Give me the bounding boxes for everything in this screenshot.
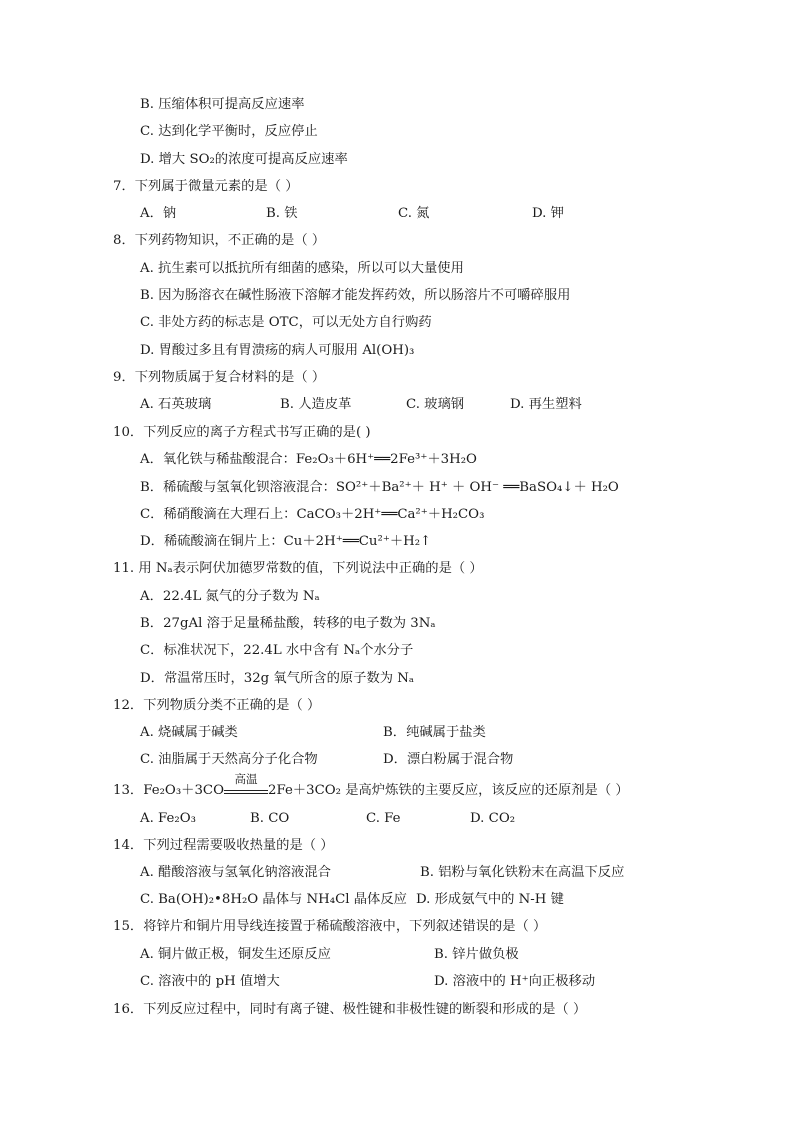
q15-option-a: A. 铜片做正极，铜发生还原反应 [140,947,331,962]
q13-stem-right: 2Fe＋3CO₂ 是高炉炼铁的主要反应，该反应的还原剂是（ ） [267,783,629,798]
q7-options [140,205,794,223]
q10-option-d: D．稀硫酸滴在铜片上：Cu＋2H⁺══Cu²⁺＋H₂↑ [140,534,432,549]
q7-option-a: A．钠 [140,206,177,221]
q10-option-c: C．稀硝酸滴在大理石上：CaCO₃＋2H⁺══Ca²⁺＋H₂CO₃ [140,507,485,522]
q12-option-a: A. 烧碱属于碱类 [140,725,238,740]
q13-option-b: B. CO [250,811,290,826]
q12-option-c: C. 油脂属于天然高分子化合物 [140,752,318,767]
q10-option-b: B．稀硫酸与氢氧化钡溶液混合：SO²⁺＋Ba²⁺＋ H⁺ ＋ OH⁻ ══BaSO₄↓＋ H₂O [140,480,619,495]
q7-stem: 7．下列属于微量元素的是（ ） [113,179,299,194]
q6-option-c: C. 达到化学平衡时，反应停止 [140,124,318,139]
q14-options-row2 [140,891,794,909]
q15-stem: 15．将锌片和铜片用导线连接置于稀硫酸溶液中，下列叙述错误的是（ ） [113,919,547,934]
q7-option-b: B. 铁 [266,206,298,221]
q15-options-row2 [140,973,794,991]
q8-option-d: D. 胃酸过多且有胃溃疡的病人可服用 Al(OH)₃ [140,343,415,358]
q6-option-b: B. 压缩体积可提高反应速率 [140,97,305,112]
q13-option-c: C. Fe [366,811,401,826]
q14-stem: 14．下列过程需要吸收热量的是（ ） [113,838,334,853]
q13-stem-left: 13．Fe₂O₃＋3CO [113,783,224,798]
q12-option-d: D．漂白粉属于混合物 [383,752,514,767]
q14-option-a: A. 醋酸溶液与氢氧化钠溶液混合 [140,865,331,880]
q11-option-a: A．22.4L 氮气的分子数为 Nₐ [140,589,320,604]
reaction-condition: 高温 [234,772,258,786]
q9-option-c: C. 玻璃钢 [406,397,465,412]
q14-option-c: C. Ba(OH)₂•8H₂O 晶体与 NH₄Cl 晶体反应 [140,892,407,907]
q15-option-d: D. 溶液中的 H⁺向正极移动 [434,974,596,989]
q13-option-d: D. CO₂ [470,811,516,826]
q12-options-row1 [140,724,794,742]
q7-option-c: C. 氮 [398,206,430,221]
q11-option-b: B．27gAl 溶于足量稀盐酸，转移的电子数为 3Nₐ [140,616,436,631]
q8-option-c: C. 非处方药的标志是 OTC，可以无处方自行购药 [140,315,432,330]
q9-options [140,396,794,414]
q9-stem: 9．下列物质属于复合材料的是（ ） [113,370,326,385]
q13-options [140,810,794,828]
q15-options-row1 [140,946,794,964]
q13-option-a: A. Fe₂O₃ [140,811,196,826]
q14-option-d: D. 形成氨气中的 N-H 键 [416,892,564,907]
q14-options-row1 [140,864,794,882]
q16-stem: 16．下列反应过程中，同时有离子键、极性键和非极性键的断裂和形成的是（ ） [113,1002,587,1017]
q9-option-b: B. 人造皮革 [280,397,352,412]
q6-option-d: D. 增大 SO₂的浓度可提高反应速率 [140,152,348,167]
q12-stem: 12．下列物质分类不正确的是（ ） [113,698,321,713]
q11-option-c: C．标准状况下，22.4L 水中含有 Nₐ个水分子 [140,643,414,658]
q8-stem: 8．下列药物知识，不正确的是（ ） [113,233,326,248]
q11-stem: 11. 用 Nₐ表示阿伏加德罗常数的值，下列说法中正确的是（ ） [113,561,483,576]
q12-options-row2 [140,751,794,769]
q14-option-b: B. 铝粉与氧化铁粉末在高温下反应 [420,865,625,880]
q9-option-d: D. 再生塑料 [510,397,582,412]
q11-option-d: D．常温常压时，32g 氧气所含的原子数为 Nₐ [140,671,415,686]
q10-stem: 10．下列反应的离子方程式书写正确的是( ) [113,425,371,440]
q15-option-b: B. 锌片做负极 [434,947,519,962]
q13-stem [113,772,629,800]
q12-option-b: B．纯碱属于盐类 [383,725,486,740]
reaction-condition-arrow [224,772,268,794]
q8-option-b: B. 因为肠溶衣在碱性肠液下溶解才能发挥药效，所以肠溶片不可嚼碎服用 [140,288,571,303]
q7-option-d: D. 钾 [532,206,564,221]
q9-option-a: A. 石英玻璃 [140,397,212,412]
q10-option-a: A．氧化铁与稀盐酸混合：Fe₂O₃＋6H⁺══2Fe³⁺＋3H₂O [140,452,477,467]
q8-option-a: A. 抗生素可以抵抗所有细菌的感染，所以可以大量使用 [140,261,464,276]
q15-option-c: C. 溶液中的 pH 值增大 [140,974,280,989]
